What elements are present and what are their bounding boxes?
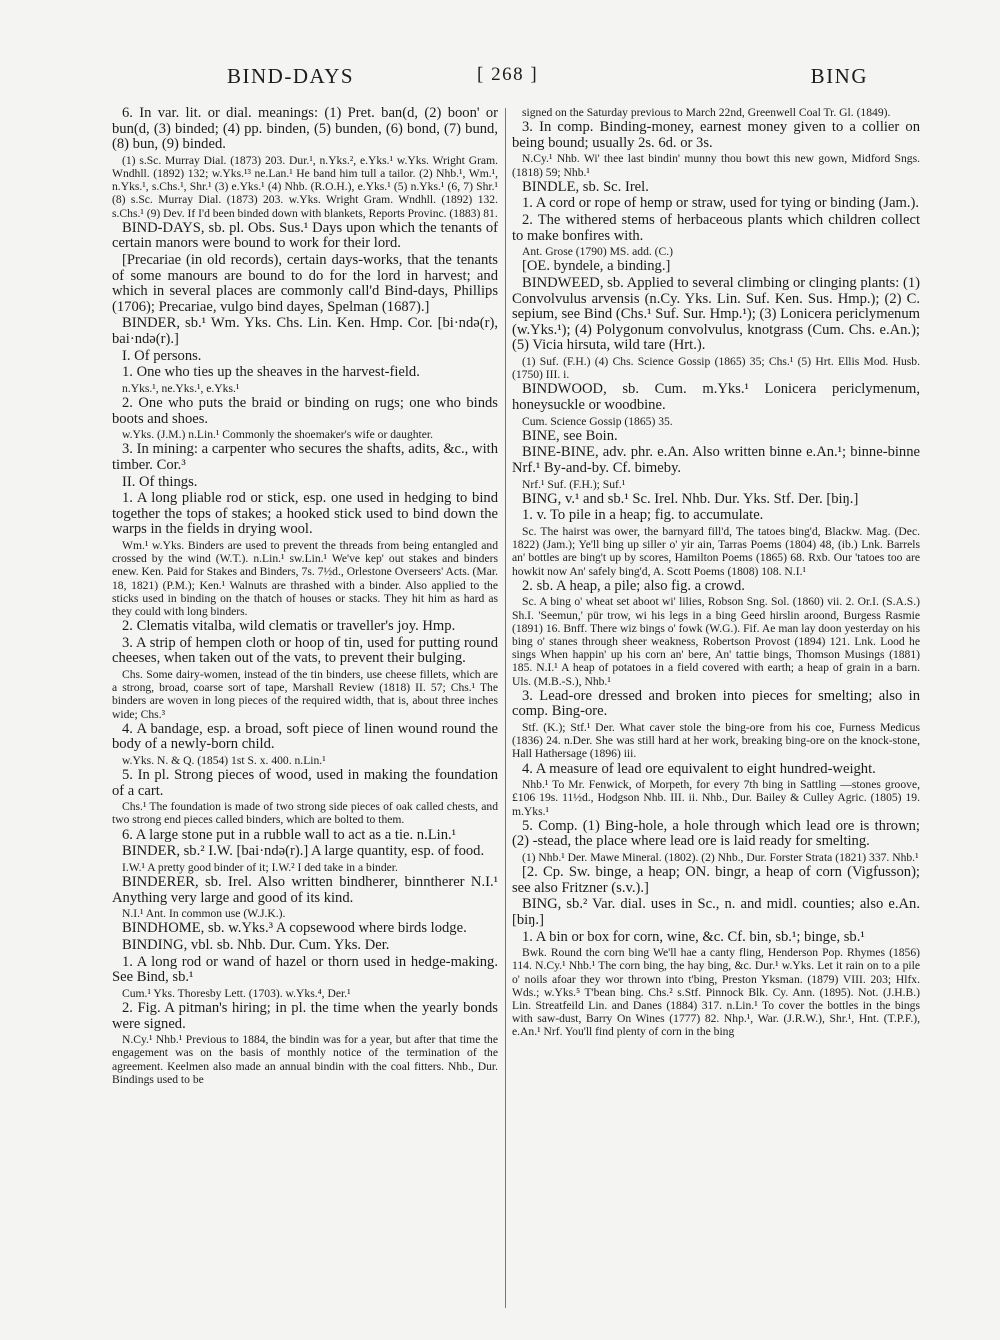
citation-paragraph: Sc. A bing o' wheat set aboot wi' lilies, Robson Sng. Sol. (1860) vii. 2. Or.I. (S.A.S.) Sh.I. 'Seemun,' pür trow, wi his legs in a bing Geed hirslin aroond, Burgess Rasmie (1891) 16. Bnff. There wiz bings o' fowk (W.G.). Fif. Ae man lay doon yesterday on his bing o' stanes through sheer weakness, Robertson Provost (1894) 121. Lnk. Lood he sings When happin' up his corn an' bere, An' tattie bings, Thomson Musings (1881) 185. N.I.¹ A heap of potatoes in a field covered with earth; a heap of grain in a barn. Uls. (M.B.-S.), Nhb.¹: [512, 595, 920, 688]
right-column: [512, 106, 920, 1306]
entry-paragraph: 5. In pl. Strong pieces of wood, used in making the foundation of a cart.: [112, 767, 498, 799]
entry-paragraph: BINDHOME, sb. w.Yks.³ A copsewood where birds lodge.: [122, 920, 467, 937]
entry-paragraph: BINDER, sb.¹ Wm. Yks. Chs. Lin. Ken. Hmp. Cor. [bi·ndə(r), bai·ndə(r).]: [112, 315, 498, 347]
entry-paragraph: BINDING, vbl. sb. Nhb. Dur. Cum. Yks. Der.: [122, 937, 390, 954]
running-head-right: BING: [810, 64, 868, 88]
citation-paragraph: (1) Nhb.¹ Der. Mawe Mineral. (1802). (2) Nhb., Dur. Forster Strata (1821) 337. Nhb.¹: [522, 850, 919, 864]
entry-paragraph: BINDER, sb.² I.W. [bai·ndə(r).] A large quantity, esp. of food.: [122, 843, 485, 860]
entry-paragraph: 2. sb. A heap, a pile; also fig. a crowd.: [522, 577, 745, 594]
citation-paragraph: signed on the Saturday previous to March 22nd, Greenwell Coal Tr. Gl. (1849).: [522, 106, 891, 119]
citation-paragraph: w.Yks. N. & Q. (1854) 1st S. x. 400. n.Lin.¹: [122, 753, 326, 767]
citation-paragraph: Cum.¹ Yks. Thoresby Lett. (1703). w.Yks.⁴, Der.¹: [122, 986, 351, 1000]
entry-paragraph: 4. A bandage, esp. a broad, soft piece of linen wound round the body of a newly-born child.: [112, 720, 498, 753]
entry-paragraph: 2. The withered stems of herbaceous plants which children collect to make bonfires with.: [512, 211, 920, 244]
entry-paragraph: 2. Fig. A pitman's hiring; in pl. the time when the yearly bonds were signed.: [112, 1000, 498, 1032]
citation-paragraph: Sc. The hairst was ower, the barnyard fill'd, The tatoes bing'd, Blackw. Mag. (Dec. 1822) (Jam.); Ye'll bing up siller o' yir ain, Tarras Poems (1804) 48, (ib.) Lnk. Barrels an' bottles are bing't up by scores, Hamilton Poems (1865) 68. Rxb. Our 'tatoes too are howkit now An' safely bing'd, A. Scott Poems (1808) 108. N.I.¹: [512, 524, 920, 578]
entry-paragraph: BIND-DAYS, sb. pl. Obs. Sus.¹ Days upon which the tenants of certain manors were bound to work for their lord.: [112, 219, 498, 252]
entry-paragraph: I. Of persons.: [122, 347, 202, 364]
entry-paragraph: [OE. byndele, a binding.]: [522, 258, 671, 275]
running-head: [112, 64, 918, 98]
citation-paragraph: w.Yks. (J.M.) n.Lin.¹ Commonly the shoemaker's wife or daughter.: [122, 428, 434, 442]
citation-paragraph: N.Cy.¹ Nhb.¹ Previous to 1884, the bindin was for a year, but after that time the engagement was on the basis of monthly notice of the termination of the agreement. Keelmen also made an annual bindin with the coal fitters. Nhb., Dur. Bindings used to be: [112, 1033, 498, 1086]
entry-paragraph: 5. Comp. (1) Bing-hole, a hole through which lead ore is thrown; (2) -stead, the place where lead ore is laid ready for smelting.: [512, 817, 920, 850]
entry-paragraph: 4. A measure of lead ore equivalent to eight hundred-weight.: [522, 760, 876, 777]
entry-paragraph: 1. v. To pile in a heap; fig. to accumulate.: [522, 507, 764, 524]
citation-paragraph: N.I.¹ Ant. In common use (W.J.K.).: [122, 907, 286, 921]
citation-paragraph: (1) Suf. (F.H.) (4) Chs. Science Gossip (1865) 35; Chs.¹ (5) Hrt. Ellis Mod. Husb. (1750) III. i.: [512, 354, 920, 382]
citation-paragraph: Chs.¹ The foundation is made of two strong side pieces of oak called chests, and two strong end pieces called binders, which are bolted to them.: [112, 800, 498, 827]
entry-paragraph: BINE-BINE, adv. phr. e.An. Also written binne e.An.¹; binne-binne Nrf.¹ By-and-by. Cf. bimeby.: [512, 444, 920, 476]
citation-paragraph: N.Cy.¹ Nhb. Wi' thee last bindin' munny thou bowt this new gown, Midford Sngs. (1818) 59; Nhb.¹: [512, 152, 920, 179]
entry-paragraph: BINDWEED, sb. Applied to several climbing or clinging plants: (1) Convolvulus arvensis (n.Cy. Yks. Lin. Suf. Ken. Sus. Hmp.); (2) C. sepium, see Bind (Chs.¹ Suf. Sur. Hmp.¹); (3) Lonicera periclymenum (w.Yks.¹); (4) Polygonum convolvulus, knotgrass (Cum. Chs. e.An.); (5) Vicia hirsuta, wild tare (Hrt.).: [512, 274, 920, 354]
entry-paragraph: 3. Lead-ore dressed and broken into pieces for smelting; also in comp. Bing-ore.: [512, 687, 920, 720]
citation-paragraph: Wm.¹ w.Yks. Binders are used to prevent the threads from being entangled and crossed by the wind (W.T.). n.Lin.¹ sw.Lin.¹ We've kep' out stakes and binders enew. Ken. Paid for Stakes and Binders, 7s. 7½d., Orlestone Overseers' Acts. (Mar. 18, 1821) (P.M.); Ken.¹ Walnuts are thrashed with a binder. Also applied to the sticks used in binding on the thatch of houses or stacks. They hit him as hard as they could with long binders.: [112, 538, 498, 618]
entry-paragraph: 1. One who ties up the sheaves in the harvest-field.: [122, 364, 420, 381]
citation-paragraph: Bwk. Round the corn bing We'll hae a canty fling, Henderson Pop. Rhymes (1856) 114. N.Cy.¹ Nhb.¹ The corn bing, the hay bing, &c. Dur.¹ w.Yks. Let it rain on to a pile o' noils afoar they wor thrown into t'bing, Preston Yksman. (1879) VIII. 203; Hlfx. Wds.; w.Yks.⁵ T'bean bing. Chs.² s.Stf. Pinnock Blk. Cy. Ann. (1895). Not. (J.H.B.) Lin. Streatfeild Lin. and Danes (1884) 317. n.Lin.¹ To cover the bottles in the bings with saw-dust, Barry On Wines (1777) 82. Nhp.¹, War. (J.R.W.), Shr.¹, Hnt. (T.P.F.), e.An.¹ Nrf. You'll find plenty of corn in the bing: [512, 946, 920, 1039]
entry-paragraph: 6. A large stone put in a rubble wall to act as a tie. n.Lin.¹: [122, 826, 457, 843]
entry-paragraph: 3. In comp. Binding-money, earnest money given to a collier on being bound; usually 2s. 6d. or 3s.: [512, 119, 920, 151]
entry-paragraph: BINDWOOD, sb. Cum. m.Yks.¹ Lonicera periclymenum, honeysuckle or woodbine.: [512, 381, 920, 413]
entry-paragraph: 1. A long rod or wand of hazel or thorn used in hedge-making. See Bind, sb.¹: [112, 953, 498, 986]
entry-paragraph: BINDLE, sb. Sc. Irel.: [522, 178, 649, 195]
entry-paragraph: 3. A strip of hempen cloth or hoop of tin, used for putting round cheeses, when taken out of the vats, to prevent their bulging.: [112, 634, 498, 667]
entry-paragraph: BINE, see Boin.: [522, 427, 618, 444]
entry-paragraph: BINDERER, sb. Irel. Also written bindherer, binntherer N.I.¹ Anything very large and good of its kind.: [112, 874, 498, 906]
entry-paragraph: [Precariae (in old records), certain days-works, that the tenants of some manours are bound to do for the lord in harvest; and which in several places are commonly call'd Bind-days, Phillips (1706); Precariae, vulgo bind dayes, Spelman (1687).]: [112, 251, 498, 315]
entry-paragraph: 2. One who puts the braid or binding on rugs; one who binds boots and shoes.: [112, 394, 498, 427]
entry-paragraph: 2. Clematis vitalba, wild clematis or traveller's joy. Hmp.: [122, 618, 456, 635]
citation-paragraph: Nhb.¹ To Mr. Fenwick, of Morpeth, for every 7th bing in Sattling —stones groove, £106 19s. 11½d., Hodgson Nhb. III. ii. Nhb., Dur. Bailey & Culley Agric. (1805) 19. m.Yks.¹: [512, 778, 920, 818]
citation-paragraph: I.W.¹ A pretty good binder of it; I.W.² I ded take in a binder.: [122, 860, 398, 874]
citation-paragraph: Nrf.¹ Suf. (F.H.); Suf.¹: [522, 477, 626, 491]
citation-paragraph: (1) s.Sc. Murray Dial. (1873) 203. Dur.¹, n.Yks.², e.Yks.¹ w.Yks. Wright Gram. Wndhll. (1892) 132; w.Yks.¹³ ne.Lan.¹ He band him tull a tailor. (2) Nhb.¹, Wm.¹, n.Yks.¹, s.Chs.¹, Shr.¹ (3) e.Yks.¹ (4) Nhb. (R.O.H.), e.Yks.¹ (5) n.Yks.¹ (6, 7) Shr.¹ (8) s.Sc. Murray Dial. (1873) 203. w.Yks. Wright Gram. Wndhll. (1892) 132. s.Chs.¹ (9) Dev. If I'd been binded down with blankets, Reports Provinc. (1883) 81.: [112, 153, 498, 220]
citation-paragraph: n.Yks.¹, ne.Yks.¹, e.Yks.¹: [122, 381, 240, 395]
left-column: [112, 106, 498, 1306]
entry-paragraph: 3. In mining: a carpenter who secures the shafts, adits, &c., with timber. Cor.³: [112, 441, 498, 473]
page-number: [ 268 ]: [477, 64, 539, 85]
entry-paragraph: II. Of things.: [122, 473, 198, 490]
running-head-left: BIND-DAYS: [227, 64, 355, 88]
entry-paragraph: 1. A cord or rope of hemp or straw, used for tying or binding (Jam.).: [522, 195, 920, 212]
citation-paragraph: Chs. Some dairy-women, instead of the tin binders, use cheese fillets, which are a strong, broad, coarse sort of tape, Marshall Review (1818) II. 57; Chs.¹ The binders are woven in long pieces of the required width, that is, about three inches wide; Chs.³: [112, 667, 498, 721]
column-divider: [505, 108, 506, 1308]
entry-paragraph: BING, sb.² Var. dial. uses in Sc., n. and midl. counties; also e.An. [biŋ.]: [512, 896, 920, 928]
entry-paragraph: [2. Cp. Sw. binge, a heap; ON. bingr, a heap of corn (Vigfusson); see also Fritzner (s.v.).]: [512, 864, 920, 896]
citation-paragraph: Ant. Grose (1790) MS. add. (C.): [522, 245, 674, 259]
citation-paragraph: Cum. Science Gossip (1865) 35.: [522, 414, 673, 428]
entry-paragraph: 6. In var. lit. or dial. meanings: (1) Pret. ban(d, (2) boon' or bun(d, (3) binded; (4) pp. binden, (5) bunden, (6) bond, (7) bund, (8) bun, (9) binded.: [112, 106, 498, 153]
entry-paragraph: BING, v.¹ and sb.¹ Sc. Irel. Nhb. Dur. Yks. Stf. Der. [biŋ.]: [522, 490, 859, 507]
citation-paragraph: Stf. (K.); Stf.¹ Der. What caver stole the bing-ore from his coe, Furness Medicus (1836) 24. n.Der. She was still hard at her work, breaking bing-ore on the knock-stone, Hall Hathersage (1896) iii.: [512, 720, 920, 761]
entry-paragraph: 1. A bin or box for corn, wine, &c. Cf. bin, sb.¹; binge, sb.¹: [522, 928, 865, 945]
entry-paragraph: 1. A long pliable rod or stick, esp. one used in hedging to bind together the tops of stakes; a hooked stick used to bind down the warps in the fields in drying wool.: [112, 490, 498, 538]
